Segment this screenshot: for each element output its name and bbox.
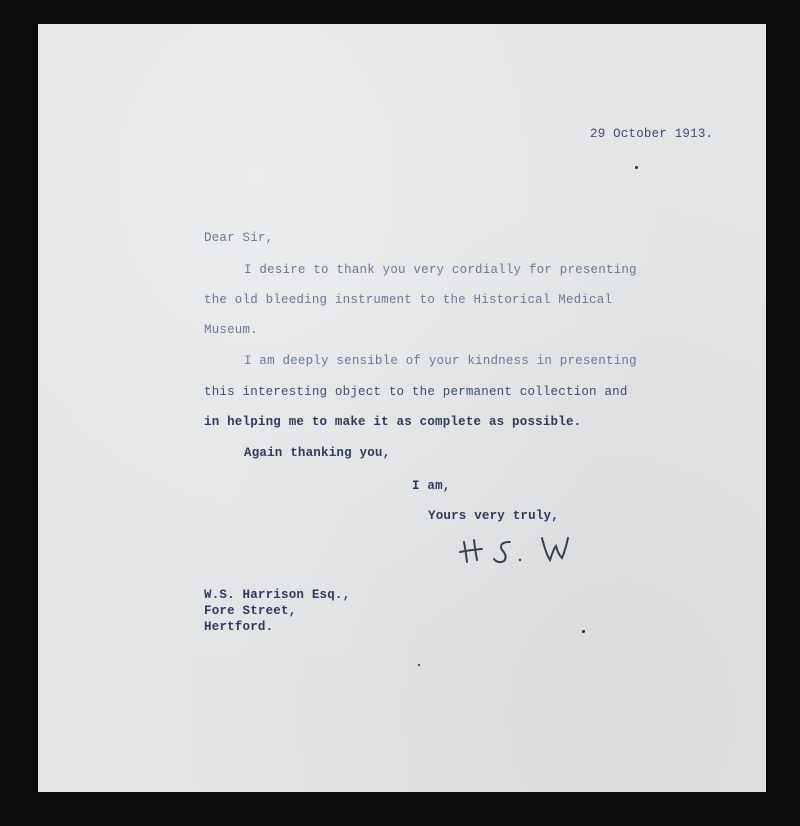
paragraph1-line2: the old bleeding instrument to the Historical Medical (204, 293, 613, 307)
paragraph1-line1: I desire to thank you very cordially for presenting (244, 263, 637, 277)
addressee-town: Hertford. (204, 620, 274, 634)
paragraph1-line3: Museum. (204, 323, 258, 337)
ink-speck (582, 630, 585, 633)
ink-speck (418, 664, 420, 666)
closing-i-am: I am, (412, 479, 451, 493)
addressee-name: W.S. Harrison Esq., (204, 588, 351, 602)
letter-sheet (38, 24, 766, 792)
paragraph2-line2: this interesting object to the permanent collection and (204, 385, 628, 399)
addressee-street: Fore Street, (204, 604, 297, 618)
letter-date: 29 October 1913. (590, 127, 714, 141)
paragraph3: Again thanking you, (244, 446, 391, 460)
paragraph2-line3: in helping me to make it as complete as possible. (204, 415, 582, 429)
ink-speck (635, 166, 638, 169)
salutation: Dear Sir, (204, 231, 274, 245)
closing-yours-truly: Yours very truly, (428, 509, 559, 523)
handwritten-initials-signature (458, 530, 578, 570)
paragraph2-line1: I am deeply sensible of your kindness in presenting (244, 354, 637, 368)
